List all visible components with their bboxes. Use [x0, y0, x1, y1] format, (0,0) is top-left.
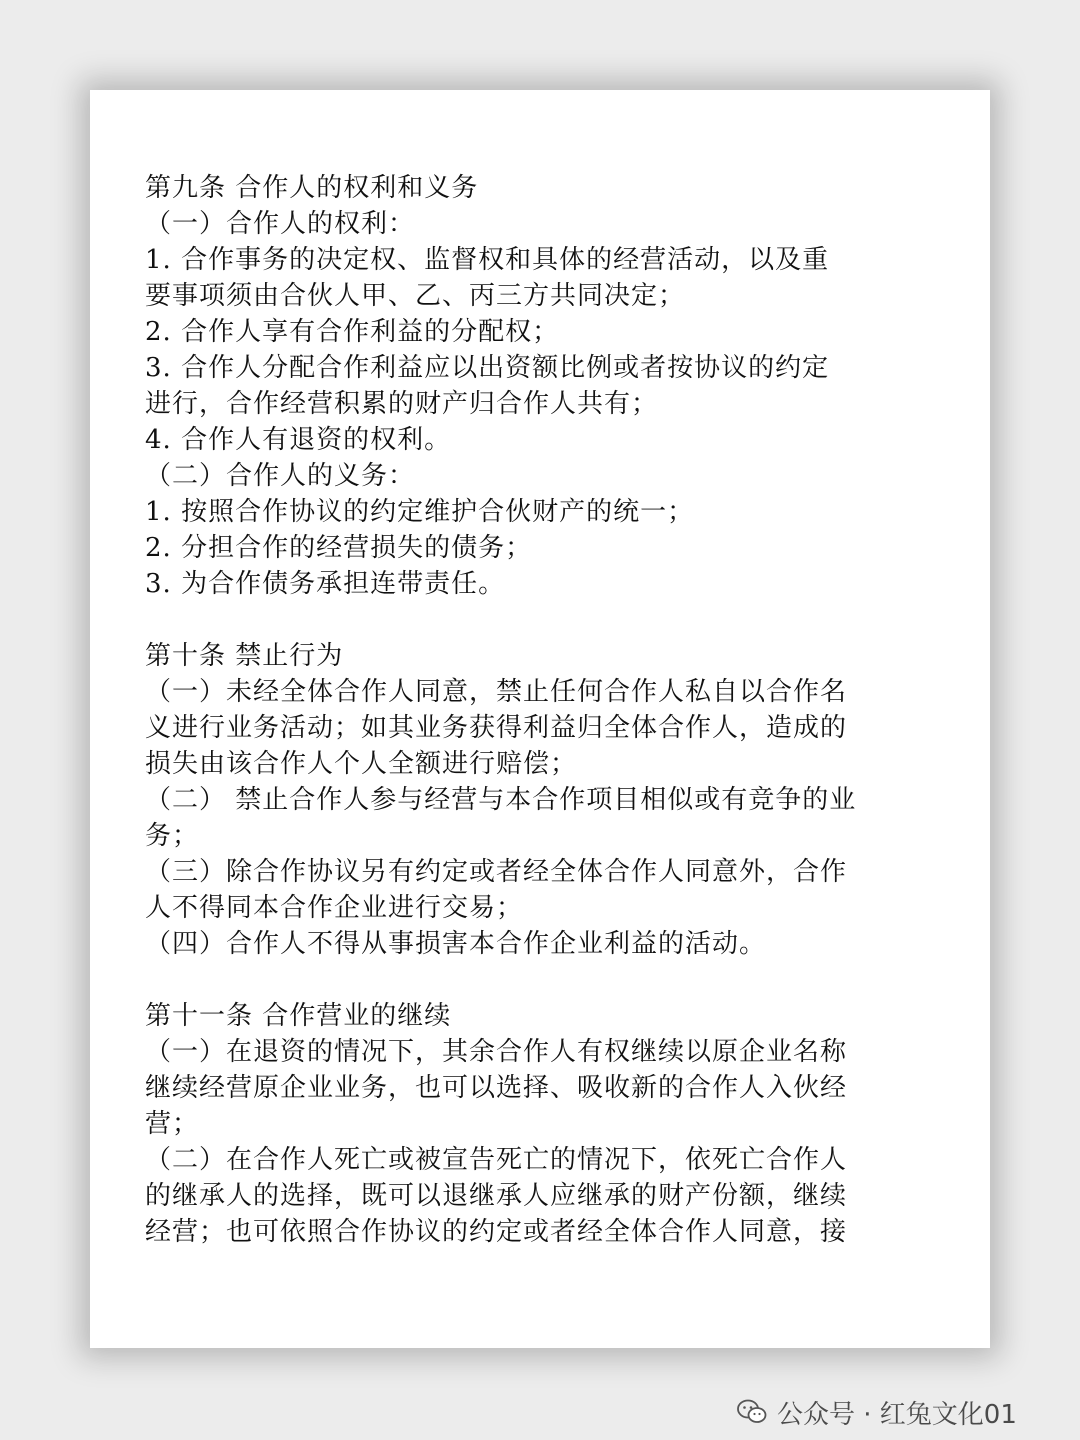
text-line: 继续经营原企业业务，也可以选择、吸收新的合作人入伙经 — [145, 1073, 848, 1103]
text-line: 损失由该合作人个人全额进行赔偿； — [145, 749, 578, 779]
text-line: （一）未经全体合作人同意，禁止任何合作人私自以合作名 — [145, 677, 848, 707]
document-page — [90, 90, 990, 1348]
text-line: 1. 按照合作协议的约定维护合伙财产的统一； — [145, 497, 695, 527]
text-line: 经营；也可依照合作协议的约定或者经全体合作人同意，接 — [145, 1217, 848, 1247]
text-line: 务； — [145, 821, 200, 851]
text-line: 营； — [145, 1109, 200, 1139]
text-line: 3. 合作人分配合作利益应以出资额比例或者按协议的约定 — [145, 353, 830, 383]
text-line: （二）在合作人死亡或被宣告死亡的情况下，依死亡合作人 — [145, 1145, 848, 1175]
text-line: （二） 禁止合作人参与经营与本合作项目相似或有竞争的业 — [145, 785, 857, 815]
watermark-text: 公众号 · 红兔文化01 — [777, 1399, 1017, 1430]
document-body — [145, 170, 940, 1250]
text-line: 进行，合作经营积累的财产归合作人共有； — [145, 389, 659, 419]
wechat-icon — [737, 1399, 767, 1425]
text-line: 的继承人的选择，既可以退继承人应继承的财产份额，继续 — [145, 1181, 848, 1211]
text-line: （一）合作人的权利： — [145, 209, 416, 239]
text-line: 1. 合作事务的决定权、监督权和具体的经营活动，以及重 — [145, 245, 830, 275]
text-line: 4. 合作人有退资的权利。 — [145, 425, 452, 455]
watermark — [737, 1392, 1017, 1432]
text-line: 第九条 合作人的权利和义务 — [145, 173, 479, 203]
paragraph-gap — [145, 602, 940, 638]
text-line: 第十一条 合作营业的继续 — [145, 1001, 452, 1031]
text-line: 第十条 禁止行为 — [145, 641, 344, 671]
text-line: （二）合作人的义务： — [145, 461, 416, 491]
paragraph-gap — [145, 962, 940, 998]
text-line: 2. 分担合作的经营损失的债务； — [145, 533, 533, 563]
text-line: 人不得同本合作企业进行交易； — [145, 893, 524, 923]
text-line: （三）除合作协议另有约定或者经全体合作人同意外，合作 — [145, 857, 848, 887]
text-line: 要事项须由合伙人甲、乙、丙三方共同决定； — [145, 281, 686, 311]
text-line: 3. 为合作债务承担连带责任。 — [145, 569, 506, 599]
text-line: （一）在退资的情况下，其余合作人有权继续以原企业名称 — [145, 1037, 848, 1067]
text-line: 2. 合作人享有合作利益的分配权； — [145, 317, 560, 347]
text-line: （四）合作人不得从事损害本合作企业利益的活动。 — [145, 929, 767, 959]
text-line: 义进行业务活动；如其业务获得利益归全体合作人，造成的 — [145, 713, 848, 743]
